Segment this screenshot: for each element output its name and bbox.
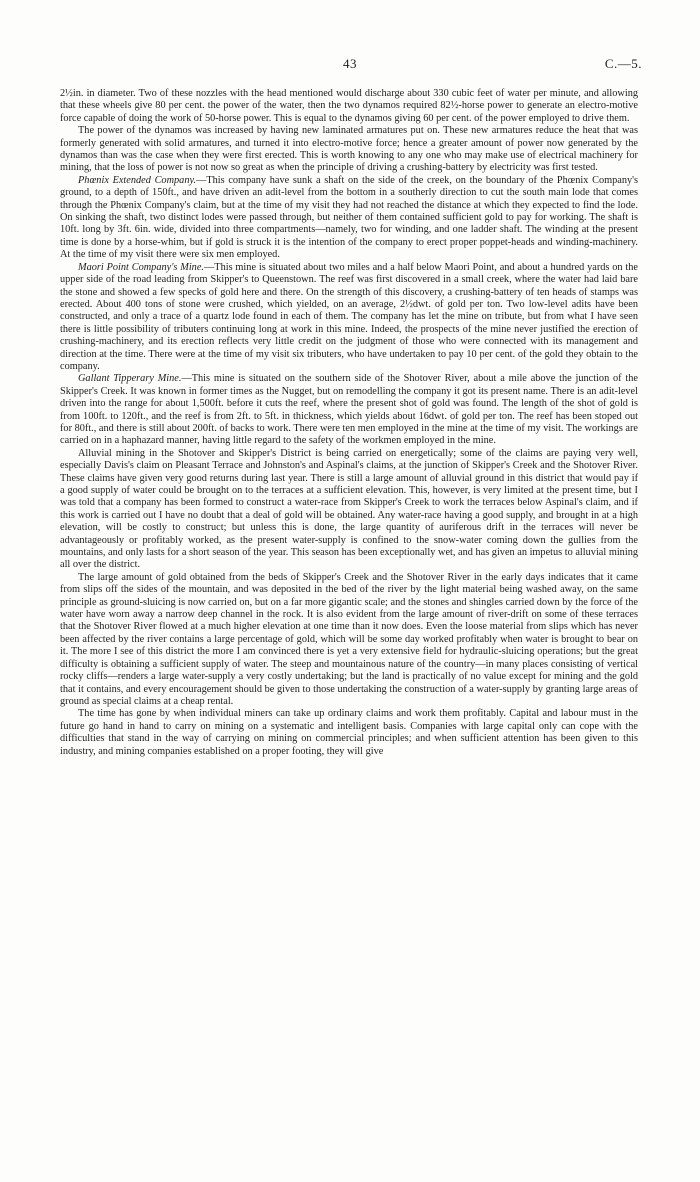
paragraph-text: 2½in. in diameter. Two of these nozzles with the head mentioned would discharge about 330 cubic feet of water per minute, and allowing that these wheels give 80 per cent. the power of the water, then the two dynamos required 82½-horse power to generate an electro-motive force capable of doing the work of 50-horse power. This is equal to the dynamos giving 60 per cent. of the power employed to drive them. (60, 88, 638, 124)
paragraph-gold-origin (60, 572, 638, 708)
section-heading: Maori Point Company's Mine. (78, 261, 204, 273)
paragraph-text: The time has gone by when individual miners can take up ordinary claims and work them profitably. Capital and labour must in the future go hand in hand to carry on mining on a systematic and intelligent basis. Companies with large capital only can cope with the difficulties that stand in the way of carrying on mining on commercial principles; and when sufficient attention has been given to this industry, and mining companies established on a proper footing, they will give (60, 708, 638, 757)
paragraph-text: The power of the dynamos was increased by having new laminated armatures put on. These new armatures reduce the heat that was formerly generated with solid armatures, and turned it into electro-motive force; hence a greater amount of power now generated by the dynamos than was the case when they were first erected. This is worth knowing to any one who may make use of electrical machinery for mining, that the loss of power is not now so great as when the principle of driving a crushing-battery by electricity was first tested. (60, 125, 638, 174)
paragraph-alluvial-mining (60, 448, 638, 572)
paragraph-phoenix-extended (60, 175, 638, 262)
section-heading: Phœnix Extended Company. (78, 174, 197, 186)
body-text (60, 88, 638, 758)
paragraph-dynamos (60, 125, 638, 175)
page-header (0, 56, 700, 76)
paper-code: C.—5. (604, 56, 642, 71)
paragraph-text: Alluvial mining in the Shotover and Skipper's District is being carried on energetically; some of the claims are paying very well, especially Davis's claim on Pleasant Terrace and Johnston's and Aspinal's claims, at the junction of Skipper's Creek and the Shotover River. These claims have given very good returns during last year. There is still a large amount of alluvial ground in this district that would pay if a good supply of water could be brought on to the terraces at a sufficient elevation. This, however, is very limited at the present time, but I was told that a company has been formed to construct a water-race from Skipper's Creek to work the terraces below Aspinal's claim, and if this work is carried out I have no doubt that a deal of gold will be obtained. Any water-race having a good supply, and brought in at a high elevation, will be costly to construct; but unless this is done, the large quantity of auriferous drift in the terraces will never be advantageously or profitably worked, as the present water-supply is confined to the snow-water coming down the gullies from the mountains, and only lasts for a short season of the year. This season has been exceptionally wet, and has given an impetus to alluvial mining all over the district. (60, 447, 638, 571)
paragraph-text: The large amount of gold obtained from the beds of Skipper's Creek and the Shotover River in the early days indicates that it came from slips off the sides of the mountain, and was deposited in the bed of the river by the light material being washed away, on the same principle as ground-sluicing is now carried on, but on a far more gigantic scale; and the stones and shingles carried down by the force of the water have worn away a narrow deep channel in the rock. It is also evident from the large amount of river-drift on some of these terraces that the Shotover River flowed at a much higher elevation at one time than it now does. Even the loose material from slips which has never been affected by the river contains a large percentage of gold, which will be some day worked profitably when water is brought to bear on it. The more I see of this district the more I am convinced there is yet a very extensive field for hydraulic-sluicing operations; but the great difficulty is obtaining a sufficient supply of water. The steep and mountainous nature of the country—in many places consisting of vertical rocky cliffs—renders a large water-supply a very costly undertaking; but the land is practically of no value except for mining and the gold that it contains, and every encouragement should be given to those undertaking the construction of a water-supply by granting large areas of ground as special claims at a cheap rental. (60, 571, 638, 707)
page-number: 43 (343, 56, 357, 71)
paragraph-gallant-tipperary (60, 373, 638, 447)
paragraph-capital-labour (60, 708, 638, 758)
paragraph-text: —This mine is situated about two miles and a half below Maori Point, and about a hundred yards on the upper side of the road leading from Skipper's to Queenstown. The reef was first discovered in a small creek, where the water had laid bare the stone and showed a few specks of gold here and there. On the strength of this discovery, a crushing-battery of ten heads of stamps was erected. About 400 tons of stone were crushed, which yielded, on an average, 2½dwt. of gold per ton. Two low-level adits have been constructed, and only a trace of a quartz lode found in each of them. The company has let the mine on tribute, but from what I have seen there is little possibility of tributers continuing long at work in this mine. Indeed, the prospects of the mine never justified the erection of crushing-machinery, and its erection reflects very little credit on the judgment of those who were connected with its management and direction at the time. There were at the time of my visit six tributers, who have undertaken to pay 10 per cent. of the gold they obtain to the company. (60, 261, 638, 372)
paragraph-text: —This company have sunk a shaft on the side of the creek, on the boundary of the Phœnix Company's ground, to a depth of 150ft., and have driven an adit-level from the bottom in a southerly direction to cut the south main lode that comes through the Phœnix Company's claim, but at the time of my visit they had not reached the distance at which they expected to find the lode. On sinking the shaft, two distinct lodes were passed through, but neither of them contained sufficient gold to pay for working. The shaft is 10ft. long by 3ft. 6in. wide, divided into three compartments—namely, two for winding, and one ladder shaft. The winding at the present time is done by a horse-whim, but if gold is struck it is the intention of the company to erect proper poppet-heads and winding-machinery. At the time of my visit there were six men employed. (60, 174, 638, 261)
paragraph-nozzles (60, 88, 638, 125)
paragraph-text: —This mine is situated on the southern side of the Shotover River, about a mile above the junction of the Skipper's Creek. It was known in former times as the Nugget, but on remodelling the company it got its present name. There is an adit-level driven into the range for about 1,500ft. before it cuts the reef, where the present shot of gold was found. The length of the shot of gold is from 100ft. to 120ft., and the reef is from 2ft. to 5ft. in thickness, which yields about 16dwt. of gold per ton. The reef has been stoped out for 80ft., and there is still about 200ft. of backs to work. There were ten men employed in the mine at the time of my visit. The workings are carried on in a haphazard manner, having little regard to the safety of the workmen employed in the mine. (60, 373, 638, 447)
section-heading: Gallant Tipperary Mine. (78, 373, 182, 385)
paragraph-maori-point (60, 262, 638, 374)
